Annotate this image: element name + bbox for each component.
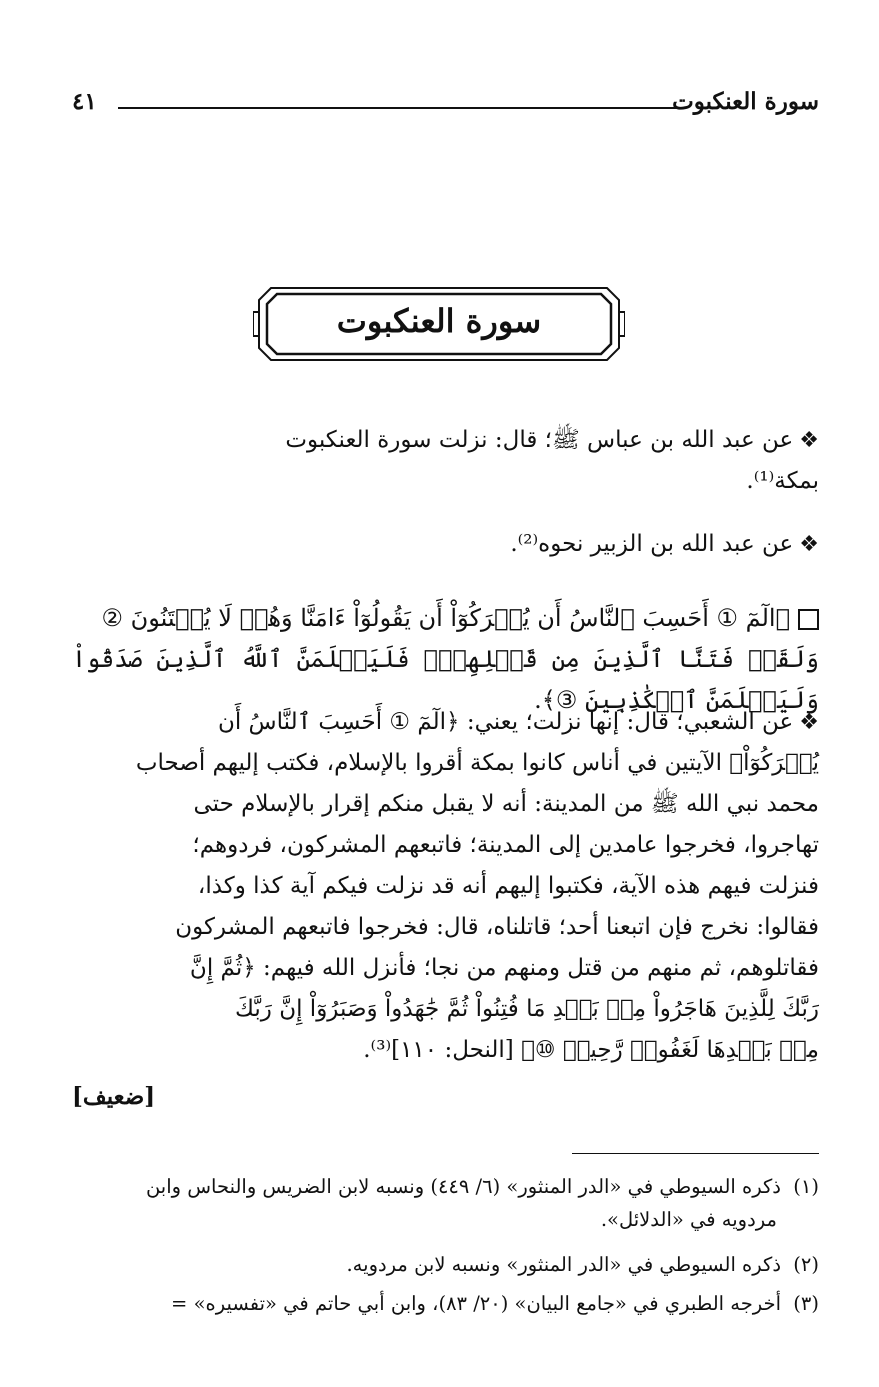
square-bullet-icon: [798, 609, 819, 630]
diamond-bullet-icon: ❖: [799, 428, 819, 453]
narration-3-line: رَبَّكَ لِلَّذِينَ هَاجَرُواْ مِنۢ بَعۡدِ مَا فُتِنُواْ ثُمَّ جَٰهَدُواْ وَصَبَرُوٓاْ إِنَّ رَبَّكَ: [235, 996, 819, 1022]
running-header: [72, 88, 819, 128]
narration-3-line: فنزلت فيهم هذه الآية، فكتبوا إليهم أنه قد نزلت فيكم آية كذا وكذا،: [197, 873, 819, 899]
narration-3: [72, 702, 819, 1071]
footnote-text: ذكره السيوطي في «الدر المنثور» ونسبه لابن مردويه.: [346, 1253, 781, 1276]
verse-line-2: وَلَقَدۡ فَتَنَّا ٱلَّذِينَ مِن قَبۡلِهِمۡۖ فَلَيَعۡلَمَنَّ ٱللَّهُ ٱلَّذِينَ صَدَقُواْ وَلَيَعۡلَمَنَّ ٱلۡكَٰذِبِينَ ③﴾.: [72, 645, 819, 714]
narration-3-line: عن الشعبي؛ قال: إنها نزلت؛ يعني: ﴿الٓمٓ ① أَحَسِبَ ٱلنَّاسُ أَن: [217, 709, 794, 735]
narration-3-line: فقالوا: نخرج فإن اتبعنا أحد؛ قاتلناه، قال: فخرجوا فاتبعهم المشركون: [175, 914, 819, 940]
footnote-number: (٣): [793, 1292, 819, 1315]
narration-3-line: مِنۢ بَعۡدِهَا لَغَفُورٞ رَّحِيمٞ ⑩﴾ [النحل: ١١٠]⁽³⁾.: [363, 1037, 819, 1063]
surah-title: سورة العنكبوت: [336, 302, 542, 340]
footnote-1: [40, 1170, 819, 1236]
header-rule: [118, 107, 677, 109]
narration-3-line: فقاتلوهم، ثم منهم من قتل ومنهم من نجا؛ فأنزل الله فيهم: ﴿ثُمَّ إِنَّ: [189, 955, 819, 981]
verse-line-1: ﴿الٓمٓ ① أَحَسِبَ ٱلنَّاسُ أَن يُتۡرَكُوٓاْ أَن يَقُولُوٓاْ ءَامَنَّا وَهُمۡ لَا يُفۡتَنُونَ ②: [101, 604, 790, 632]
narration-3-line: محمد نبي الله ﷺ من المدينة: أنه لا يقبل منكم إقرار بالإسلام حتى: [193, 791, 819, 817]
diamond-bullet-icon: ❖: [799, 532, 819, 557]
narration-1-line-1: عن عبد الله بن عباس ﷺ؛ قال: نزلت سورة العنكبوت: [285, 427, 794, 453]
title-frame: [253, 282, 625, 366]
narration-1-line-2: بمكة⁽¹⁾.: [746, 468, 819, 494]
page-number: ٤١: [72, 88, 97, 115]
footnote-text: ذكره السيوطي في «الدر المنثور» (٦/ ٤٤٩) ونسبه لابن الضريس والنحاس وابن: [145, 1175, 781, 1198]
header-surah-name: سورة العنكبوت: [672, 88, 819, 115]
grading-label: [ضعيف]: [72, 1083, 156, 1110]
narration-3-line: يُتۡرَكُوٓاْ﴾ الآيتين في أناس كانوا بمكة أقروا بالإسلام، فكتب إليهم أصحاب: [135, 750, 819, 776]
footnote-separator: [572, 1153, 819, 1154]
footnote-2: [40, 1248, 819, 1281]
narration-2: [72, 524, 819, 565]
footnote-text: مردويه في «الدلائل».: [600, 1208, 777, 1231]
narration-3-line: تهاجروا، فخرجوا عامدين إلى المدينة؛ فاتبعهم المشركون، فردوهم؛: [192, 832, 819, 858]
footnote-number: (١): [793, 1175, 819, 1198]
footnote-number: (٢): [793, 1253, 819, 1276]
footnote-3: [40, 1287, 819, 1320]
narration-2-text: عن عبد الله بن الزبير نحوه⁽²⁾.: [510, 531, 794, 557]
footnote-text: أخرجه الطبري في «جامع البيان» (٢٠/ ٨٣)، وابن أبي حاتم في «تفسيره» =: [171, 1292, 781, 1315]
narration-1: [72, 420, 819, 502]
diamond-bullet-icon: ❖: [799, 710, 819, 735]
